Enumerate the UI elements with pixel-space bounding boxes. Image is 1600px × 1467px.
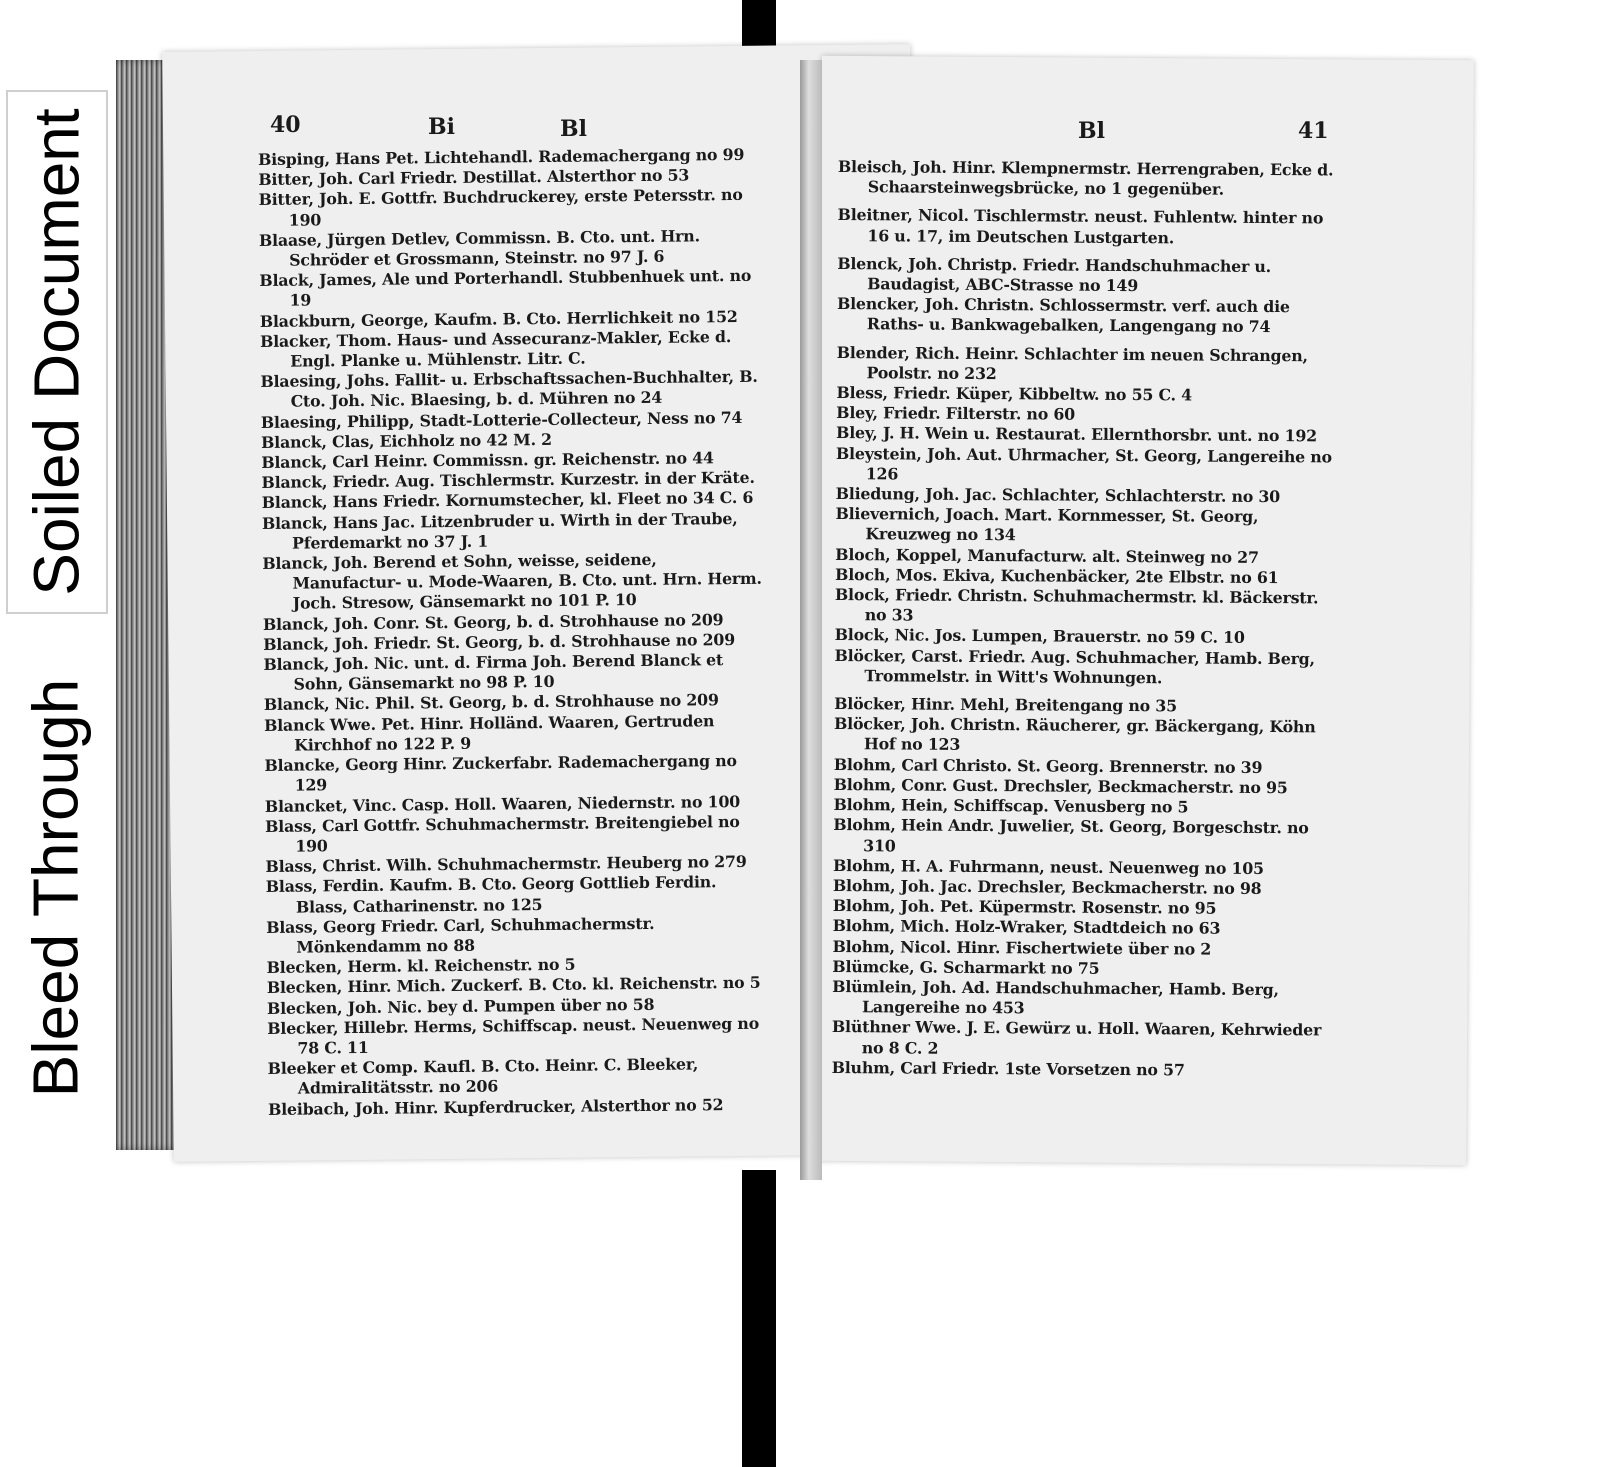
list-item: Blanck, Nic. Phil. St. Georg, b. d. Strohhause no 209 — [263, 690, 719, 715]
list-item: Blanck, Joh. Conr. St. Georg, b. d. Strohhause no 209 — [262, 609, 724, 634]
list-item: Blümlein, Joh. Ad. Handschuhmacher, Hamb. Berg, Langereihe no 453 — [832, 976, 1279, 1018]
list-item: Blaesing, Johs. Fallit- u. Erbschaftssachen-Buchhalter, B. Cto. Joh. Nic. Blaesing, b. d. Mühren no 24 — [260, 367, 758, 412]
list-item: Blanck, Friedr. Aug. Tischlermstr. Kurzestr. in der Kräte. — [261, 468, 755, 493]
bookmark-ribbon-bottom — [742, 1170, 776, 1467]
left-header-2: Bl — [560, 116, 587, 142]
list-item: Blecken, Herm. kl. Reichenstr. no 5 — [266, 954, 576, 978]
list-item: Blanck, Joh. Berend et Sohn, weisse, seidene, Manufactur- u. Mode-Waaren, B. Cto. unt. Hrn. Herm. Joch. Stresow, Gänsemarkt no 101 P. 10 — [262, 549, 762, 614]
list-item: Bleitner, Nicol. Tischlermstr. neust. Fuhlentw. hinter no 16 u. 17, im Deutschen Lustgarten. — [837, 205, 1324, 247]
list-item: Bisping, Hans Pet. Lichtehandl. Rademachergang no 99 — [258, 144, 745, 169]
list-item: Blecken, Joh. Nic. bey d. Pumpen über no 58 — [266, 994, 655, 1018]
list-item: Block, Nic. Jos. Lumpen, Brauerstr. no 59 C. 10 — [834, 625, 1245, 648]
list-item: Blass, Georg Friedr. Carl, Schuhmachermstr. Mönkendamm no 88 — [266, 913, 655, 957]
list-item: Blöcker, Joh. Christn. Räucherer, gr. Bäckergang, Köhn Hof no 123 — [833, 714, 1316, 755]
list-item: Blohm, Conr. Gust. Drechsler, Beckmacherstr. no 95 — [833, 774, 1288, 798]
list-item: Blohm, Nicol. Hinr. Fischertwiete über no 2 — [832, 936, 1212, 959]
list-item: Blanck Wwe. Pet. Hinr. Holländ. Waaren, Gertruden Kirchhof no 122 P. 9 — [263, 710, 715, 755]
right-entry-list — [832, 157, 1338, 1081]
list-item: Blancke, Georg Hinr. Zuckerfabr. Rademachergang no 129 — [264, 751, 737, 795]
list-item: Blanck, Joh. Friedr. St. Georg, b. d. Strohhause no 209 — [263, 629, 736, 654]
list-item: Blecker, Hillebr. Herms, Schiffscap. neust. Neuenweg no 78 C. 11 — [267, 1013, 760, 1058]
list-item: Blohm, H. A. Fuhrmann, neust. Neuenweg no 105 — [832, 855, 1264, 878]
list-item: Blanck, Carl Heinr. Commissn. gr. Reichenstr. no 44 — [261, 448, 714, 473]
left-header-1: Bi — [428, 114, 455, 140]
right-header: Bl — [1078, 118, 1105, 144]
list-item: Blüthner Wwe. J. E. Gewürz u. Holl. Waaren, Kehrwieder no 8 C. 2 — [831, 1017, 1322, 1058]
list-item: Blaase, Jürgen Detlev, Commissn. B. Cto. unt. Hrn. Schröder et Grossmann, Steinstr. no 97 J. 6 — [258, 226, 700, 270]
list-item: Blümcke, G. Scharmarkt no 75 — [832, 956, 1100, 978]
list-item: Bleisch, Joh. Hinr. Klempnermstr. Herrengraben, Ecke d. Schaarsteinwegsbrücke, no 1 gegenüber. — [837, 157, 1334, 199]
list-item: Bluhm, Carl Friedr. 1ste Vorsetzen no 57 — [831, 1057, 1185, 1080]
list-item: Blackburn, George, Kaufm. B. Cto. Herrlichkeit no 152 — [259, 306, 738, 331]
list-item: Blanck, Hans Friedr. Kornumstecher, kl. Fleet no 34 C. 6 — [261, 488, 754, 513]
list-item: Blohm, Hein, Schiffscap. Venusberg no 5 — [833, 795, 1189, 817]
list-item: Bless, Friedr. Küper, Kibbeltw. no 55 C. 4 — [836, 383, 1193, 405]
book-gutter — [800, 60, 822, 1180]
list-item: Bley, J. H. Wein u. Restaurat. Ellernthorsbr. unt. no 192 — [836, 423, 1318, 446]
list-item: Blievernich, Joach. Mart. Kornmesser, St. Georg, Kreuzweg no 134 — [835, 504, 1259, 545]
left-page-number: 40 — [270, 112, 301, 138]
list-item: Blaesing, Philipp, Stadt-Lotterie-Collecteur, Ness no 74 — [260, 407, 743, 432]
list-item: Blencker, Joh. Christn. Schlossermstr. verf. auch die Raths- u. Bankwagebalken, Langengang no 74 — [836, 294, 1290, 337]
list-item: Blöcker, Carst. Friedr. Aug. Schuhmacher, Hamb. Berg, Trommelstr. in Witt's Wohnungen. — [834, 645, 1315, 688]
list-item: Bleystein, Joh. Aut. Uhrmacher, St. Georg, Langereihe no 126 — [835, 443, 1333, 484]
list-item: Blecken, Hinr. Mich. Zuckerf. B. Cto. kl. Reichenstr. no 5 — [266, 973, 761, 998]
list-item: Black, James, Ale und Porterhandl. Stubbenhuek unt. no 19 — [259, 266, 752, 311]
list-item: Blanck, Clas, Eichholz no 42 M. 2 — [260, 429, 553, 452]
list-item: Blohm, Joh. Pet. Küpermstr. Rosenstr. no 95 — [832, 896, 1217, 918]
list-item: Bliedung, Joh. Jac. Schlachter, Schlachterstr. no 30 — [835, 484, 1281, 507]
list-item: Blancket, Vinc. Casp. Holl. Waaren, Niedernstr. no 100 — [264, 791, 741, 816]
list-item: Blacker, Thom. Haus- und Assecuranz-Makler, Ecke d. Engl. Planke u. Mühlenstr. Litr. C. — [259, 326, 732, 371]
soiled-document-label: Soiled Document — [6, 90, 108, 614]
list-item: Bloch, Koppel, Manufacturw. alt. Steinweg no 27 — [835, 544, 1259, 567]
list-item: Blass, Christ. Wilh. Schuhmachermstr. Heuberg no 279 — [265, 852, 747, 877]
list-item: Bley, Friedr. Filterstr. no 60 — [836, 403, 1076, 424]
list-item: Blenck, Joh. Christp. Friedr. Handschuhmacher u. Baudagist, ABC-Strasse no 149 — [837, 253, 1272, 296]
list-item: Bleeker et Comp. Kaufl. B. Cto. Heinr. C. Bleeker, Admiralitätsstr. no 206 — [267, 1054, 699, 1098]
list-item: Bitter, Joh. E. Gottfr. Buchdruckerey, erste Petersstr. no 190 — [258, 185, 743, 230]
list-item: Bloch, Mos. Ekiva, Kuchenbäcker, 2te Elbstr. no 61 — [835, 564, 1279, 587]
list-item: Blöcker, Hinr. Mehl, Breitengang no 35 — [834, 694, 1178, 716]
label-column — [6, 90, 104, 1115]
bleed-through-label: Bleed Through — [6, 660, 104, 1115]
list-item: Blohm, Hein Andr. Juwelier, St. Georg, Borgeschstr. no 310 — [833, 815, 1309, 855]
list-item: Blohm, Joh. Jac. Drechsler, Beckmacherstr. no 98 — [832, 875, 1262, 898]
list-item: Bleibach, Joh. Hinr. Kupferdrucker, Alsterthor no 52 — [267, 1094, 724, 1119]
list-item: Blohm, Mich. Holz-Wraker, Stadtdeich no 63 — [832, 916, 1221, 938]
list-item: Blass, Ferdin. Kaufm. B. Cto. Georg Gottlieb Ferdin. Blass, Catharinenstr. no 125 — [265, 872, 717, 917]
list-item: Blanck, Hans Jac. Litzenbruder u. Wirth in der Traube, Pferdemarkt no 37 J. 1 — [261, 508, 738, 553]
list-item: Block, Friedr. Christn. Schuhmachermstr. kl. Bäckerstr. no 33 — [834, 585, 1319, 625]
list-item: Blass, Carl Gottfr. Schuhmachermstr. Breitengiebel no 190 — [264, 811, 740, 856]
list-item: Blanck, Joh. Nic. unt. d. Firma Joh. Berend Blanck et Sohn, Gänsemarkt no 98 P. 10 — [263, 650, 724, 694]
list-item: Blohm, Carl Christo. St. Georg. Brennerstr. no 39 — [833, 754, 1263, 777]
right-page-number: 41 — [1298, 118, 1329, 144]
list-item: Bitter, Joh. Carl Friedr. Destillat. Alsterthor no 53 — [258, 165, 690, 190]
list-item: Blender, Rich. Heinr. Schlachter im neuen Schrangen, Poolstr. no 232 — [836, 342, 1308, 383]
left-entry-list — [258, 145, 773, 1120]
